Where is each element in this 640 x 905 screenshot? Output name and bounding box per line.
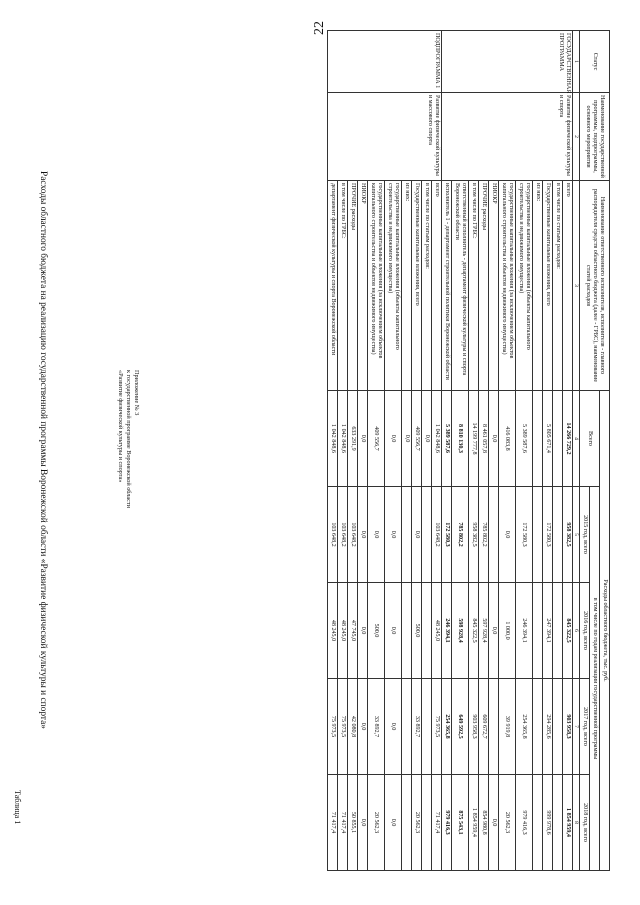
total-cell: 14 266 729,2 [562, 391, 572, 487]
y2017-cell: 0,0 [357, 679, 367, 775]
item-cell: всего [431, 181, 441, 391]
total-cell: 409 556,7 [367, 391, 384, 487]
appendix-line: Приложение № 3 [133, 370, 140, 416]
item-cell: государственные капитальные вложения (за исключением объектов капитального строительства и объектов недвижимого имущества) [498, 181, 515, 391]
y2015-cell: 172 580,3 [441, 487, 451, 583]
appendix-note [117, 370, 140, 630]
y2016-cell: 0,0 [384, 583, 401, 679]
y2015-cell: 103 648,2 [347, 487, 357, 583]
y2016-cell [401, 583, 411, 679]
header-total: Всего [580, 391, 600, 487]
status-cell: ГОСУДАРСТВЕННАЯ ПРОГРАММА [441, 31, 572, 93]
y2016-cell [421, 583, 431, 679]
y2015-cell: 172 580,3 [515, 487, 532, 583]
y2017-cell: 294 285,6 [542, 679, 552, 775]
header-executor: Наименование ответственного исполнителя, исполнителя - главного распорядителя средств областного бюджета (далее - ГРБС), наименование статей расходов [580, 181, 610, 391]
total-cell: 5 389 587,6 [441, 391, 451, 487]
item-cell: НИОКР [357, 181, 367, 391]
y2017-cell: 649 592,5 [451, 679, 468, 775]
header-expenses-group: Расходы областного бюджета, тыс. руб. [600, 391, 610, 871]
y2018-cell [552, 775, 562, 871]
header-2017: 2017 год, всего [580, 679, 590, 775]
y2017-cell: 0,0 [384, 679, 401, 775]
total-cell: 1 042 848,6 [327, 391, 337, 487]
y2017-cell: 75 973,5 [431, 679, 441, 775]
y2015-cell: 103 648,2 [431, 487, 441, 583]
table-label: Таблица 1 [13, 790, 22, 825]
header-2015: 2015 год, всего [580, 487, 590, 583]
y2015-cell [488, 487, 498, 583]
y2017-cell [532, 679, 542, 775]
program-name-cell: Развитие физической культуры и массового спорта [327, 93, 441, 181]
y2018-cell: 999 978,6 [542, 775, 552, 871]
y2017-cell: 903 958,3 [562, 679, 572, 775]
y2016-cell: 247 394,1 [542, 583, 552, 679]
item-cell: ПРОЧИЕ расходы [347, 181, 357, 391]
y2016-cell: 48 245,0 [327, 583, 337, 679]
y2018-cell: 20 562,3 [367, 775, 384, 871]
item-cell: ответственный исполнитель - департамент физической культуры и спорта Воронежской области [451, 181, 468, 391]
y2016-cell [552, 583, 562, 679]
total-cell: 0,0 [421, 391, 431, 487]
y2016-cell: 1 000,0 [498, 583, 515, 679]
y2017-cell: 609 672,7 [478, 679, 488, 775]
total-cell: 14 199 777,8 [468, 391, 478, 487]
y2018-cell [401, 775, 411, 871]
header-2018: 2018 год, всего [580, 775, 590, 871]
header-2016: 2016 год, всего [580, 583, 590, 679]
total-cell: 0,0 [384, 391, 401, 487]
y2018-cell [532, 775, 542, 871]
y2018-cell: 1 854 959,4 [562, 775, 572, 871]
y2018-cell: 875 543,1 [451, 775, 468, 871]
y2018-cell: 71 417,4 [327, 775, 337, 871]
total-cell: 8 461 057,8 [478, 391, 488, 487]
item-cell: государственные капитальные вложения (объекты капитального строительства и недвижимого имущества) [384, 181, 401, 391]
total-cell [552, 391, 562, 487]
y2017-cell: 39 919,8 [498, 679, 515, 775]
y2017-cell: 75 973,5 [327, 679, 337, 775]
y2017-cell: 75 973,5 [337, 679, 347, 775]
y2018-cell: 20 562,3 [498, 775, 515, 871]
total-cell: 0,0 [401, 391, 411, 487]
total-cell: 0,0 [357, 391, 367, 487]
total-cell [532, 391, 542, 487]
y2018-cell: 20 562,3 [411, 775, 421, 871]
item-cell: из них: [401, 181, 411, 391]
item-cell: всего [562, 181, 572, 391]
y2015-cell [552, 487, 562, 583]
status-cell: ПОДПРОГРАММА 1 [327, 31, 441, 93]
col-index: 1 [572, 31, 579, 93]
item-cell: государственные капитальные вложения (за исключением объектов капитального строительства и объектов недвижимого имущества) [367, 181, 384, 391]
total-cell: 1 042 848,6 [431, 391, 441, 487]
y2016-cell: 47 745,0 [347, 583, 357, 679]
appendix-line: «Развитие физической культуры и спорта» [117, 370, 125, 483]
y2016-cell: 0,0 [488, 583, 498, 679]
col-index: 5 [572, 487, 579, 583]
page-number: 22 [312, 21, 327, 35]
total-cell: 409 556,7 [411, 391, 421, 487]
total-cell: 1 042 848,6 [337, 391, 347, 487]
y2017-cell: 254 365,8 [441, 679, 451, 775]
y2018-cell: 71 417,4 [337, 775, 347, 871]
total-cell: 5 805 671,4 [542, 391, 552, 487]
y2015-cell: 0,0 [357, 487, 367, 583]
y2015-cell: 958 382,5 [468, 487, 478, 583]
col-index: 7 [572, 679, 579, 775]
y2017-cell: 33 892,7 [367, 679, 384, 775]
total-cell: 5 389 587,6 [515, 391, 532, 487]
item-cell: Государственные капитальные вложения, всего [542, 181, 552, 391]
y2018-cell: 0,0 [488, 775, 498, 871]
y2015-cell: 785 802,2 [478, 487, 488, 583]
col-index: 3 [572, 181, 579, 391]
col-index: 4 [572, 391, 579, 487]
y2017-cell [488, 679, 498, 775]
item-cell: в том числе по статьям расходов: [552, 181, 562, 391]
y2016-cell: 845 322,5 [468, 583, 478, 679]
table-row [562, 31, 572, 871]
y2015-cell [421, 487, 431, 583]
y2016-cell: 48 245,0 [431, 583, 441, 679]
header-program-name: Наименование государственной программы, подпрограммы, основного мероприятия [580, 93, 610, 181]
y2015-cell: 0,0 [498, 487, 515, 583]
y2016-cell: 597 928,4 [478, 583, 488, 679]
item-cell: НИОКР [488, 181, 498, 391]
y2018-cell: 979 416,3 [515, 775, 532, 871]
y2015-cell [532, 487, 542, 583]
y2017-cell [401, 679, 411, 775]
y2016-cell: 598 928,4 [451, 583, 468, 679]
total-cell: 8 810 130,3 [451, 391, 468, 487]
item-cell: государственные капитальные вложения (объекты капитального строительства и недвижимого имущества) [515, 181, 532, 391]
y2015-cell: 958 382,5 [562, 487, 572, 583]
y2017-cell: 33 892,7 [411, 679, 421, 775]
y2018-cell: 979 416,3 [441, 775, 451, 871]
header-years-group: в том числе по годам реализации государственной программы [590, 487, 600, 871]
y2015-cell: 0,0 [411, 487, 421, 583]
table-row [431, 31, 441, 871]
y2016-cell: 500,0 [367, 583, 384, 679]
y2018-cell: 71 417,4 [431, 775, 441, 871]
total-cell: 416 083,8 [498, 391, 515, 487]
y2016-cell: 246 394,1 [515, 583, 532, 679]
item-cell: департамент физической культуры и спорта Воронежской области [327, 181, 337, 391]
y2018-cell: 0,0 [357, 775, 367, 871]
header-status: Статус [580, 31, 610, 93]
y2015-cell: 103 648,2 [327, 487, 337, 583]
y2016-cell: 48 245,0 [337, 583, 347, 679]
y2018-cell [421, 775, 431, 871]
y2016-cell: 0,0 [357, 583, 367, 679]
program-name-cell: Развитие физической культуры и спорта [441, 93, 572, 181]
col-index: 2 [572, 93, 579, 181]
item-cell: в том числе по ГРБС: [337, 181, 347, 391]
y2016-cell: 246 394,1 [441, 583, 451, 679]
item-cell: в том числе по статьям расходов: [421, 181, 431, 391]
y2016-cell: 500,0 [411, 583, 421, 679]
item-cell: в том числе по ГРБС: [468, 181, 478, 391]
total-cell: 0,0 [488, 391, 498, 487]
y2017-cell: 254 365,8 [515, 679, 532, 775]
y2015-cell: 785 802,2 [451, 487, 468, 583]
y2015-cell: 0,0 [367, 487, 384, 583]
appendix-line: к государственной программе Воронежской области [125, 370, 133, 508]
y2015-cell: 172 580,3 [542, 487, 552, 583]
y2016-cell: 845 322,5 [562, 583, 572, 679]
y2015-cell: 0,0 [384, 487, 401, 583]
y2018-cell: 0,0 [384, 775, 401, 871]
y2017-cell: 42 080,8 [347, 679, 357, 775]
y2018-cell: 854 980,8 [478, 775, 488, 871]
total-cell: 633 291,9 [347, 391, 357, 487]
item-cell: из них: [532, 181, 542, 391]
y2015-cell: 103 648,2 [337, 487, 347, 583]
y2015-cell [401, 487, 411, 583]
y2018-cell: 50 855,1 [347, 775, 357, 871]
expenses-table [327, 30, 610, 871]
item-cell: ПРОЧИЕ расходы [478, 181, 488, 391]
y2016-cell [532, 583, 542, 679]
y2017-cell [421, 679, 431, 775]
item-cell: исполнитель 1 - департамент строительной политики Воронежской области [441, 181, 451, 391]
y2018-cell: 1 854 959,4 [468, 775, 478, 871]
y2017-cell: 903 958,3 [468, 679, 478, 775]
column-index-row [572, 31, 579, 871]
col-index: 6 [572, 583, 579, 679]
item-cell: Государственные капитальные вложения, всего [411, 181, 421, 391]
y2017-cell [552, 679, 562, 775]
col-index: 8 [572, 775, 579, 871]
document-title: Расходы областного бюджета на реализацию государственной программы Воронежской области «Развитие физической культуры и спорта» [38, 171, 48, 729]
